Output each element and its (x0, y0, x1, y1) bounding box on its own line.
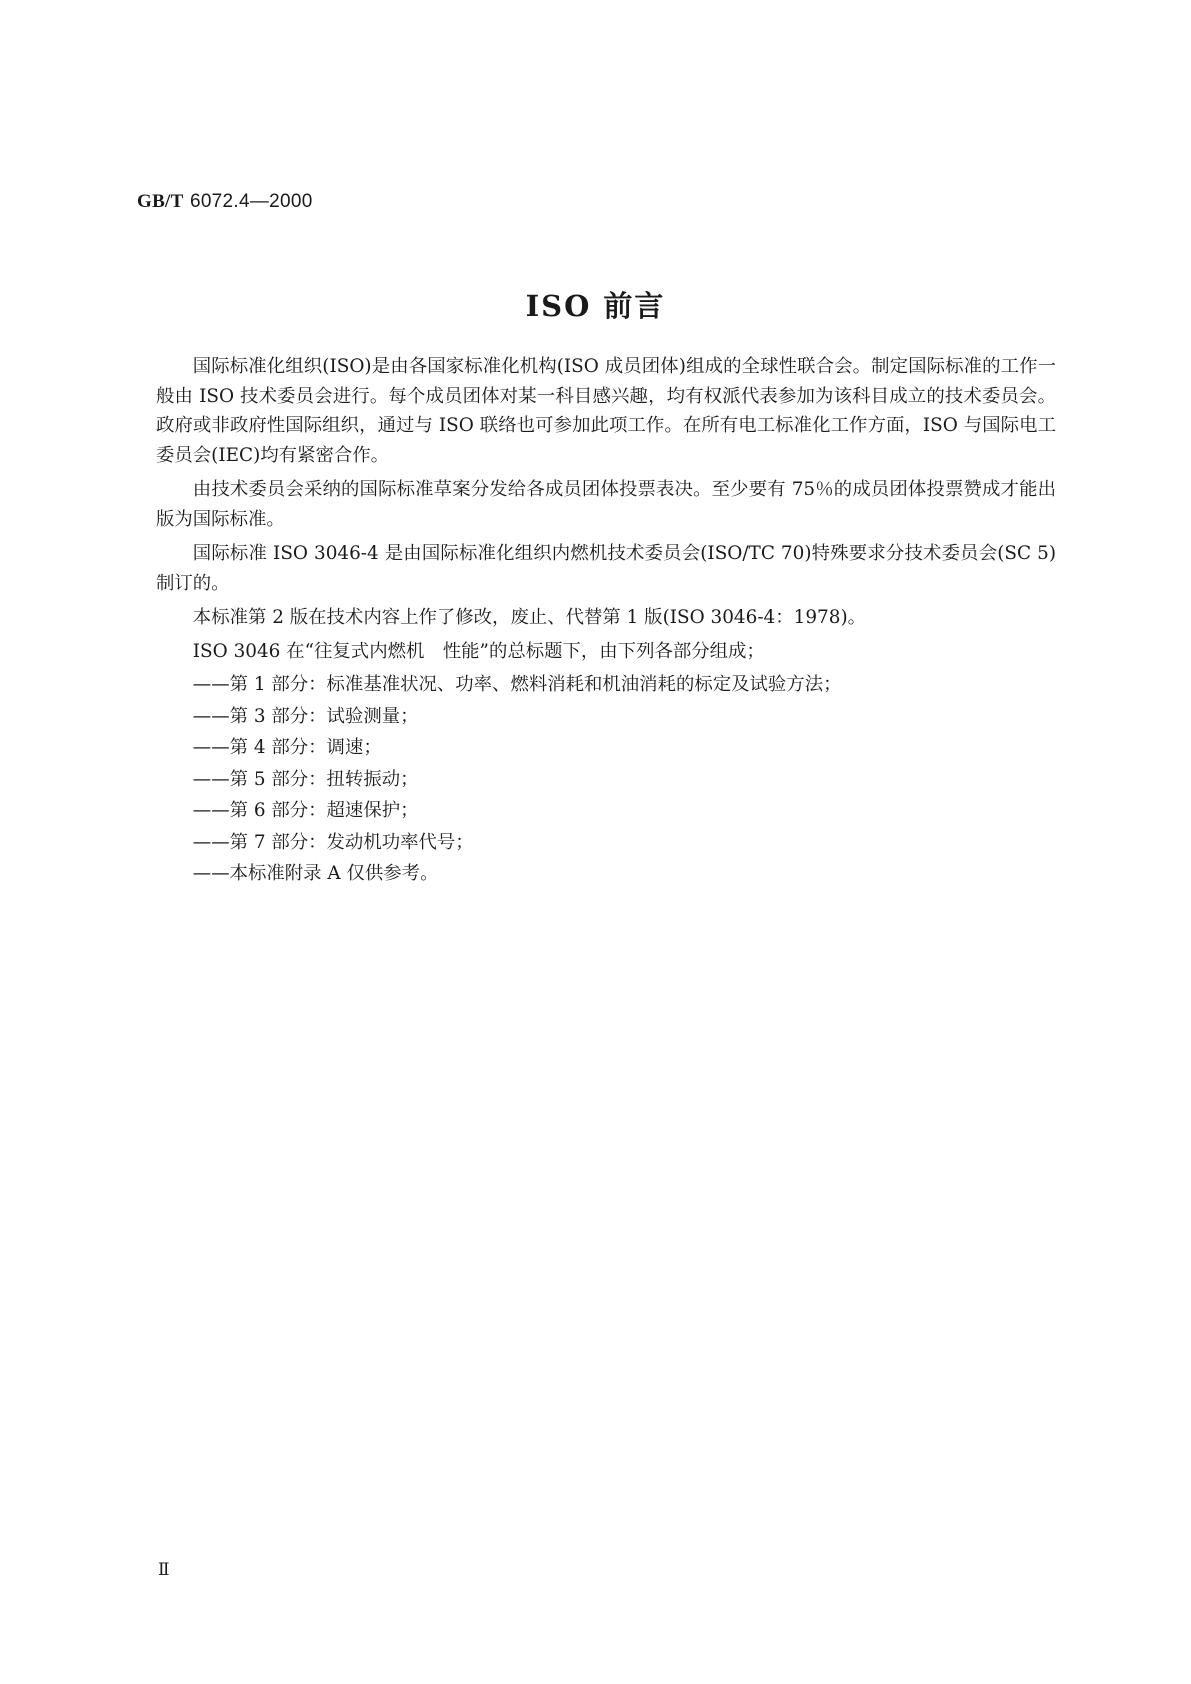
paragraph-parts-intro: ISO 3046 在“往复式内燃机 性能”的总标题下，由下列各部分组成； (192, 640, 765, 662)
list-item: ——第 1 部分：标准基准状况、功率、燃料消耗和机油消耗的标定及试验方法； (192, 674, 842, 695)
page-number: Ⅱ (158, 1560, 170, 1580)
standard-number: 6072.4—2000 (189, 191, 313, 212)
list-item: ——第 7 部分：发动机功率代号； (192, 831, 474, 853)
list-item: ——第 5 部分：扭转振动； (192, 768, 419, 790)
list-item: ——第 4 部分：调速； (192, 737, 382, 758)
list-item: ——本标准附录 A 仅供参考。 (192, 863, 439, 884)
foreword-body (156, 352, 1056, 891)
document-code (137, 190, 313, 213)
standard-prefix: GB/T (137, 191, 184, 212)
paragraph-standard-origin: 国际标准 ISO 3046-4 是由国际标准化组织内燃机技术委员会(ISO/TC 70)特殊要求分技术委员会(SC 5)制订的。 (156, 543, 1056, 594)
list-item: ——第 3 部分：试验测量； (192, 705, 419, 727)
paragraph-voting: 由技术委员会采纳的国际标准草案分发给各成员团体投票表决。至少要有 75％的成员团体投票赞成才能出版为国际标准。 (156, 479, 1056, 530)
page-title: ISO 前言 (525, 289, 666, 323)
paragraph-edition: 本标准第 2 版在技术内容上作了修改，废止、代替第 1 版(ISO 3046-4：1978)。 (192, 607, 867, 628)
list-item: ——第 6 部分：超速保护； (192, 800, 419, 821)
paragraph-iso-intro: 国际标准化组织(ISO)是由各国家标准化机构(ISO 成员团体)组成的全球性联合会。制定国际标准的工作一般由 ISO 技术委员会进行。每个成员团体对某一科目感兴趣，均有权派代表参加为该科目成立的技术委员会。政府或非政府性国际组织，通过与 ISO 联络也可参加此项工作。在所有电工标准化工作方面，ISO 与国际电工委员会(IEC)均有紧密合作。 (156, 356, 1056, 466)
